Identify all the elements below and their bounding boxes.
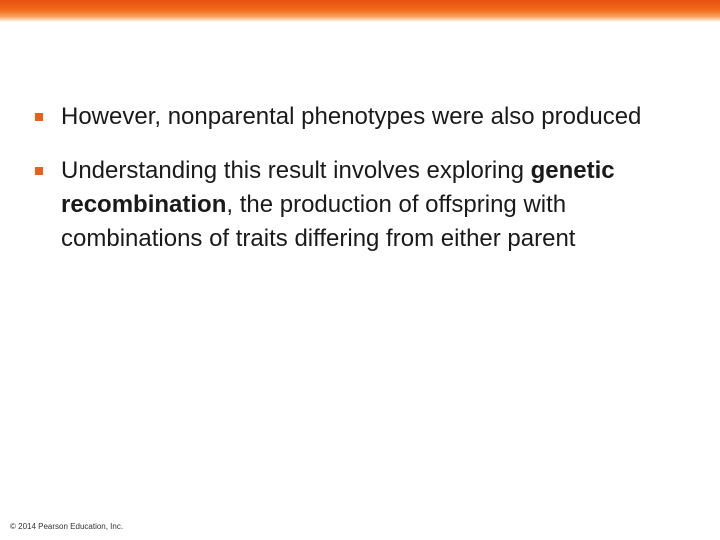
- bullet-text: However, nonparental phenotypes were also produced: [61, 103, 642, 130]
- bullet-text-before: Understanding this result involves exploring: [61, 157, 531, 184]
- bullet-item: [32, 154, 692, 256]
- bullet-item: [32, 100, 692, 134]
- copyright-footer: © 2014 Pearson Education, Inc.: [10, 522, 124, 531]
- top-accent-bar: [0, 0, 720, 22]
- slide-body: [32, 100, 692, 276]
- key-term: genetic recombination: [61, 157, 615, 218]
- bullet-text-after: , the production of offspring with combinations of traits differing from either parent: [61, 191, 576, 252]
- square-bullet-icon: [35, 113, 43, 121]
- square-bullet-icon: [35, 167, 43, 175]
